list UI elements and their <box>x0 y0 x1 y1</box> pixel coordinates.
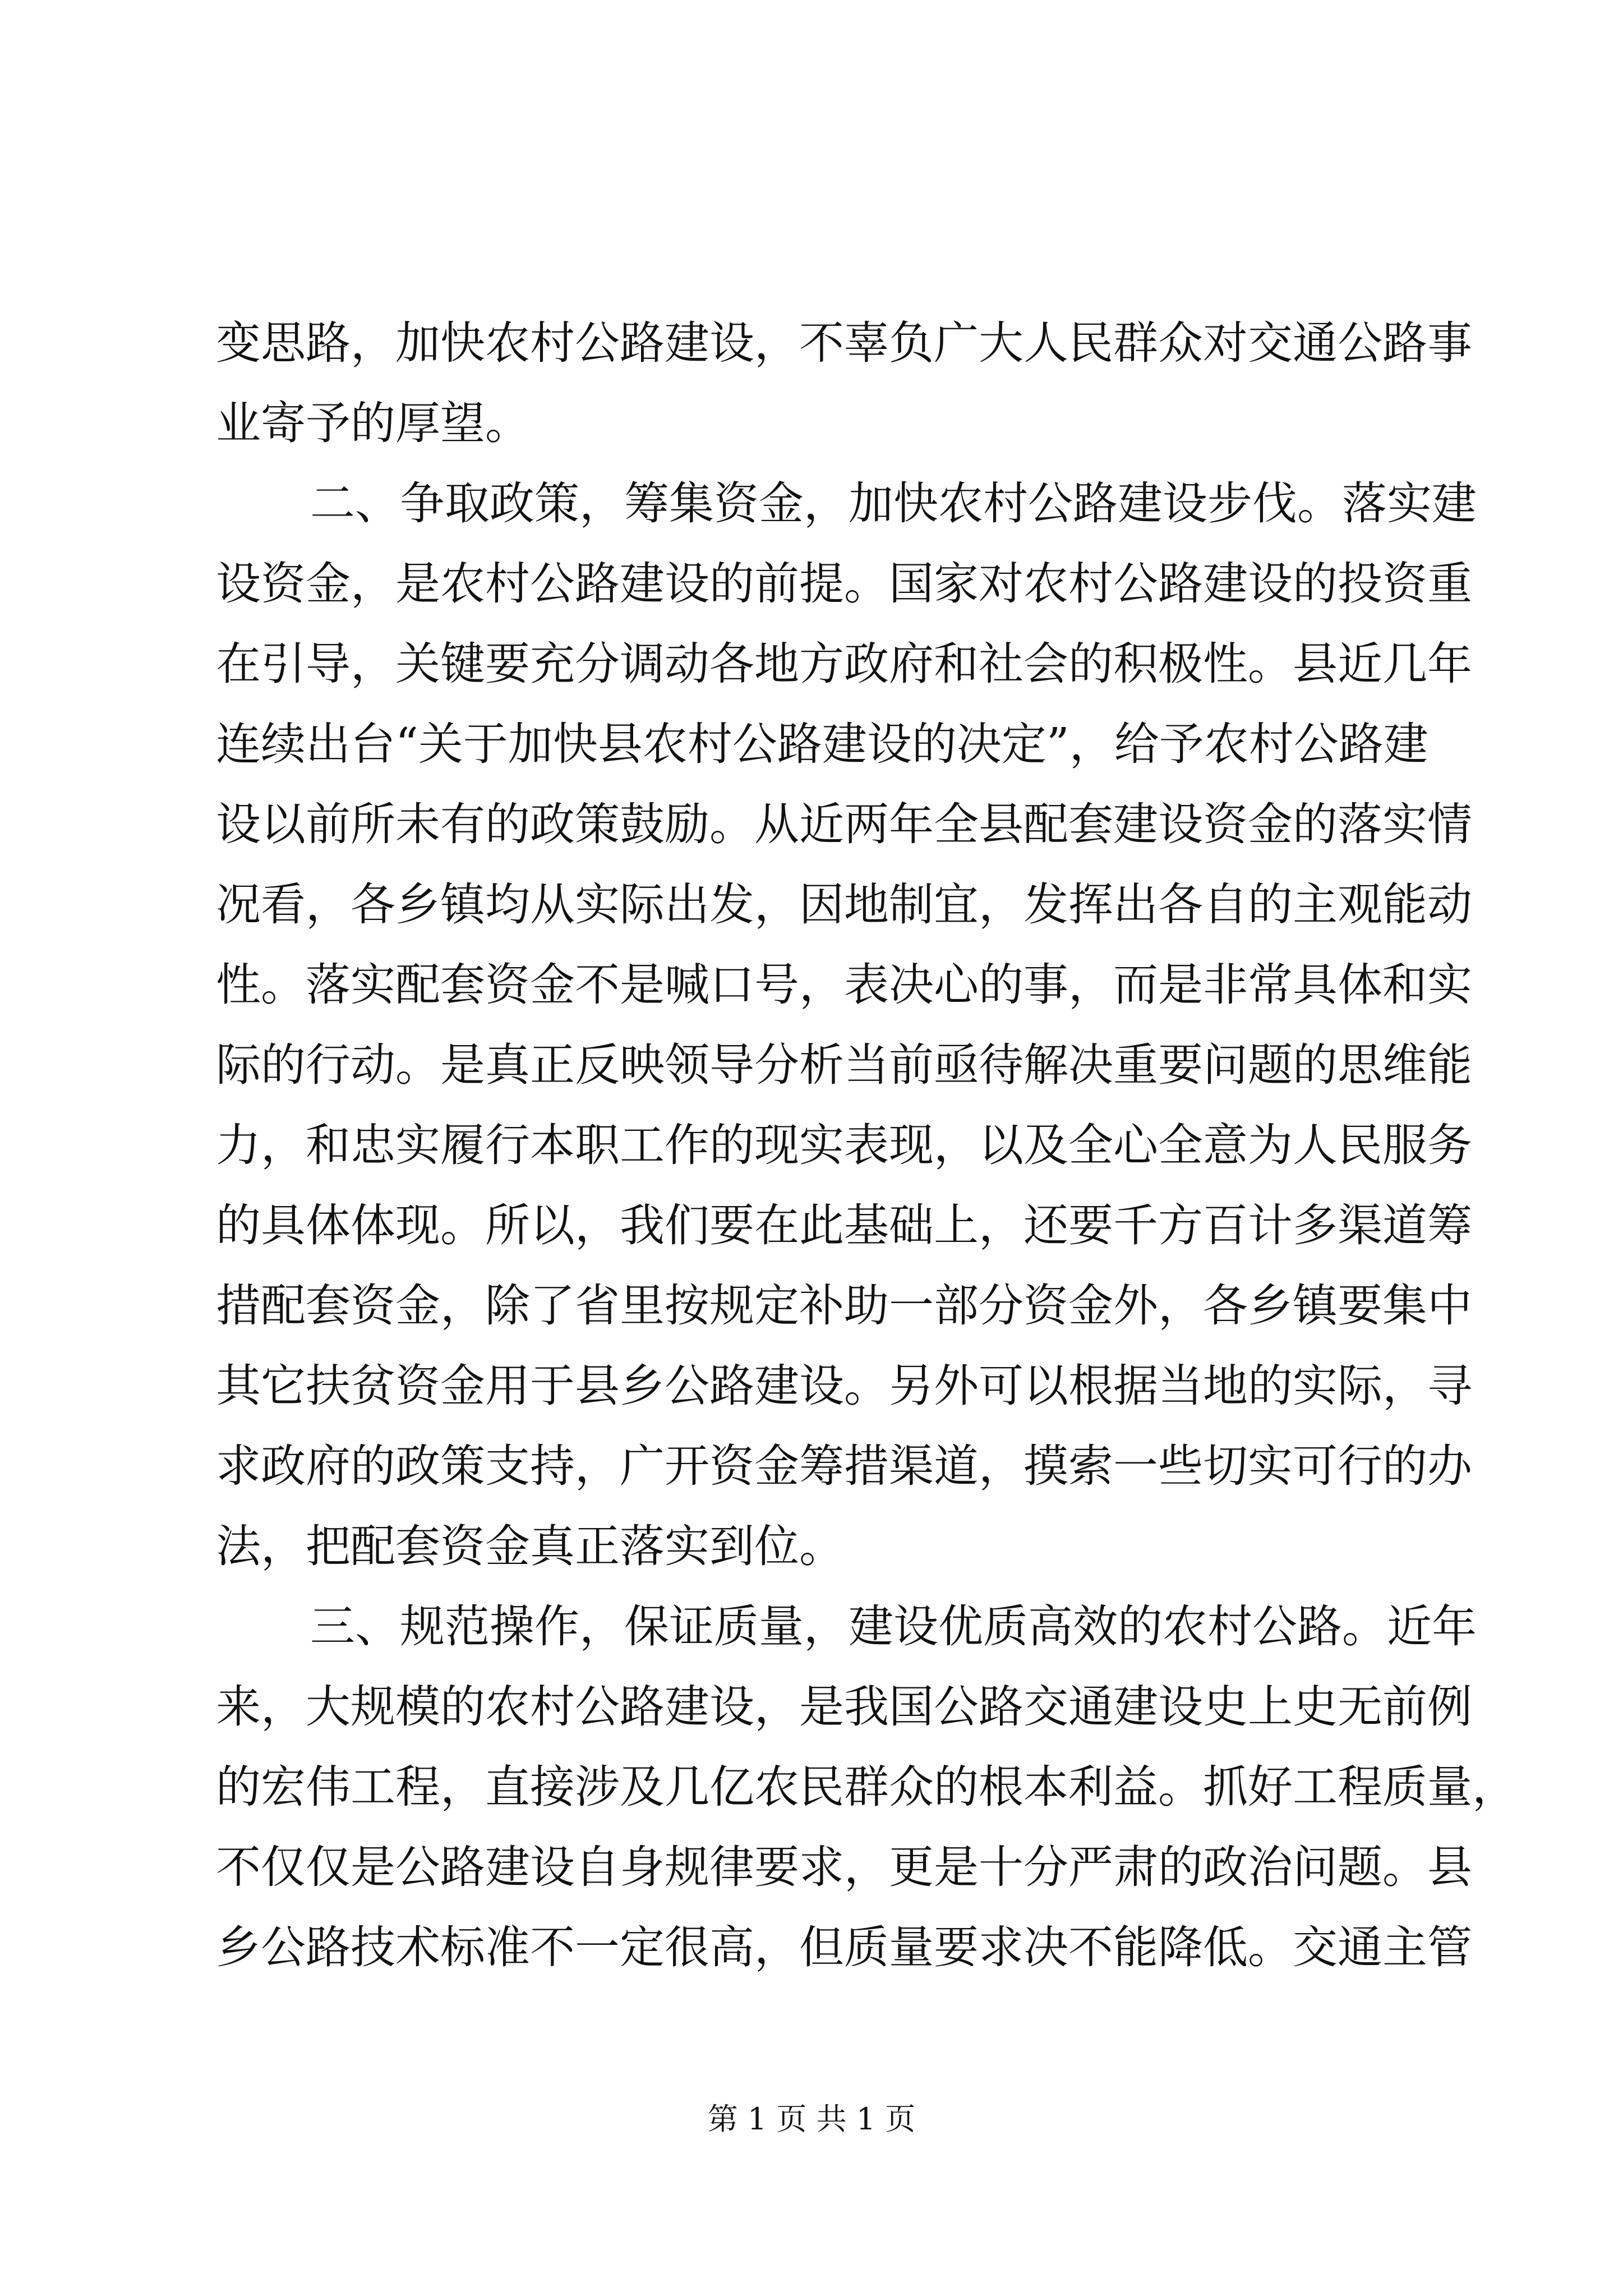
text-line: 性。落实配套资金不是喊口号，表决心的事，而是非常具体和实 <box>216 959 1472 1011</box>
text-line: 不仅仅是公路建设自身规律要求，更是十分严肃的政治问题。县 <box>216 1841 1472 1893</box>
text-line: 的宏伟工程，直接涉及几亿农民群众的根本利益。抓好工程质量， <box>216 1761 1517 1813</box>
paragraph-start-line: 二、争取政策，筹集资金，加快农村公路建设步伐。落实建 <box>310 477 1477 530</box>
text-line: 设以前所未有的政策鼓励。从近两年全县配套建设资金的落实情 <box>216 798 1472 850</box>
page-number-footer: 第 1 页 共 1 页 <box>707 2101 916 2137</box>
text-line: 际的行动。是真正反映领导分析当前亟待解决重要问题的思维能 <box>216 1039 1472 1091</box>
text-line: 况看，各乡镇均从实际出发，因地制宜，发挥出各自的主观能动 <box>216 878 1472 931</box>
paragraph-start-line: 三、规范操作，保证质量，建设优质高效的农村公路。近年 <box>310 1600 1477 1653</box>
text-line: 的具体体现。所以，我们要在此基础上，还要千方百计多渠道筹 <box>216 1199 1472 1251</box>
text-line: 其它扶贫资金用于县乡公路建设。另外可以根据当地的实际，寻 <box>216 1360 1472 1412</box>
text-line: 设资金，是农村公路建设的前提。国家对农村公路建设的投资重 <box>216 558 1472 610</box>
text-line: 业寄予的厚望。 <box>216 397 530 449</box>
text-line: 求政府的政策支持，广开资金筹措渠道，摸索一些切实可行的办 <box>216 1440 1472 1492</box>
text-line: 力，和忠实履行本职工作的现实表现，以及全心全意为人民服务 <box>216 1119 1472 1171</box>
text-line: 措配套资金，除了省里按规定补助一部分资金外，各乡镇要集中 <box>216 1280 1472 1332</box>
document-body <box>216 303 1517 1987</box>
text-line: 法，把配套资金真正落实到位。 <box>216 1520 844 1572</box>
text-line: 连续出台“关于加快县农村公路建设的决定”，给予农村公路建 <box>216 718 1428 770</box>
text-line: 乡公路技术标准不一定很高，但质量要求决不能降低。交通主管 <box>216 1921 1472 1973</box>
text-line: 在引导，关键要充分调动各地方政府和社会的积极性。县近几年 <box>216 638 1472 690</box>
text-line: 变思路，加快农村公路建设，不辜负广大人民群众对交通公路事 <box>216 317 1472 369</box>
text-line: 来，大规模的农村公路建设，是我国公路交通建设史上史无前例 <box>216 1681 1472 1733</box>
